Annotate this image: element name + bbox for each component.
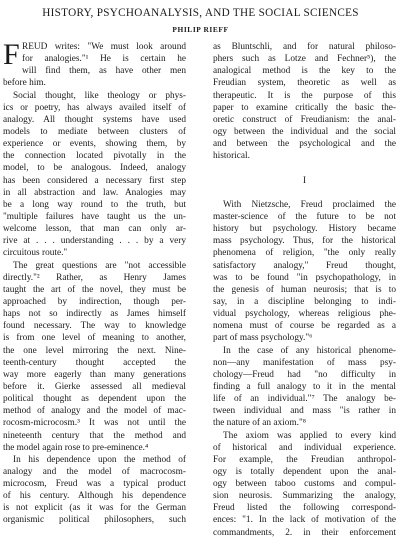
text-line: With Nietzsche, Freud proclaimed the	[223, 199, 396, 210]
section-number: I	[302, 175, 307, 186]
text-line: mass psychology. Thus, for the historical	[213, 236, 396, 247]
text-line: ogy between taboo customs and compul-	[213, 479, 396, 490]
text-line: say, in a discipline belonging to indi-	[213, 296, 396, 307]
text-line: is from one level of meaning to another,	[3, 333, 186, 344]
text-line: circuitous route."	[3, 248, 68, 259]
text-line: phenomena of religion, "the only really	[213, 248, 396, 259]
text-line: before it. Gierke assessed all medieval	[3, 381, 186, 392]
text-line: ogy is totally dependent upon the anal-	[213, 466, 396, 477]
text-line: the connection located pivotally in the	[3, 151, 186, 162]
text-line: master-science of the future to be not	[213, 211, 396, 222]
text-line: vidual psychology, whereas religious phe-	[213, 309, 396, 320]
text-line: satisfactory analogy," Freud thought,	[213, 260, 396, 271]
text-line: tween individual and mass "is rather in	[213, 406, 396, 417]
drop-cap: F	[3, 38, 20, 71]
text-line: sion neurosis. Summarizing the analogy,	[213, 491, 396, 502]
text-line: In the case of any historical phenome-	[223, 345, 396, 356]
text-line: analogy. All thought systems have used	[3, 114, 186, 125]
text-line: ences: "1. In the lack of motivation of the	[213, 515, 396, 526]
text-line: haps not so indirectly as James himself	[3, 309, 186, 320]
text-line: experience or events, showing them, by	[3, 139, 186, 150]
text-line: taught the art of the novel, they must be	[3, 284, 186, 295]
section-gap	[213, 187, 396, 199]
text-line: microcosm, Freud was a typical product	[3, 479, 186, 490]
text-line: history but psychology. History became	[213, 224, 396, 235]
text-line: before him.	[3, 78, 46, 89]
text-line: the model again rose to pre-eminence.⁴	[3, 442, 149, 453]
text-line: analogy and the model of macrocosm-	[3, 466, 186, 477]
text-line: REUD writes: "We must look around	[22, 42, 186, 52]
text-line: method of analogy and the model of mac-	[3, 406, 186, 417]
text-line: nineteenth century that the method and	[3, 430, 186, 441]
text-line: phers such as Lotze and Fechner⁵), the	[213, 54, 396, 65]
text-line: paper to examine critically the basic the-	[213, 102, 396, 113]
text-line: "multiple failures have taught us the un-	[3, 211, 186, 222]
text-line: for analogies."¹ He is certain he	[22, 54, 186, 65]
text-line: Social thought, like theology or phys-	[13, 90, 186, 101]
text-line: will find them, as have other men	[22, 66, 186, 77]
text-line: oretic construct of Freudianism: the anal-	[213, 114, 396, 125]
text-line: of historical and individual experience.	[213, 442, 396, 453]
text-line: Freud listed the following correspond-	[213, 503, 396, 514]
text-line: has been considered a necessary first step	[3, 175, 186, 186]
text-line: of his century. Although his dependence	[3, 491, 186, 502]
text-line: found necessary. The way to knowledge	[3, 321, 186, 332]
left-column	[3, 38, 186, 527]
text-line: be a long way round to the truth, but	[3, 199, 186, 210]
text-line: historical.	[213, 151, 250, 162]
text-line: and between the psychological and the	[213, 139, 396, 150]
text-line: rive at . . . understanding . . . by a very	[3, 236, 186, 247]
text-line: the genesis of human neurosis; that is to	[213, 284, 396, 295]
text-line: the one level mirroring the next. Nine-	[3, 345, 186, 356]
text-line: Freudian system, theoretic as well as	[213, 78, 396, 89]
text-line: commandments, 2. in their enforcement	[213, 527, 396, 538]
text-line: model, to be analogous. Indeed, analogy	[3, 163, 186, 174]
article-author: PHILIP RIEFF	[172, 25, 229, 34]
text-line: The great questions are "not accessible	[13, 260, 186, 271]
text-line: directly."² Rather, as Henry James	[3, 272, 186, 283]
text-line: The axiom was applied to every kind	[223, 430, 396, 441]
text-line: approached by indirection, though per-	[3, 296, 186, 307]
text-line: nomena must of course be regarded as a	[213, 321, 396, 332]
text-line: is not explicit (as it was for the German	[3, 503, 186, 514]
text-line: analogical method is the key to the	[213, 66, 396, 77]
text-line: life of an individual."⁷ The analogy be-	[213, 394, 396, 405]
article-title: HISTORY, PSYCHOANALYSIS, AND THE SOCIAL SCIENCES	[42, 7, 359, 19]
text-line: chology—Freud had "no difficulty in	[213, 369, 396, 380]
text-line: in all abstraction and law. Analogies may	[3, 187, 186, 198]
right-column	[213, 41, 396, 539]
text-line: ics or poetry, has always availed itself of	[3, 102, 186, 113]
text-line: non—any manifestation of mass psy-	[213, 357, 396, 368]
text-line: In his dependence upon the method of	[13, 454, 186, 465]
text-line: welcome lesson, that man can only ar-	[3, 224, 186, 235]
text-line: was to be found "in psychopathology, in	[213, 272, 396, 283]
text-line: finding a full analogy to it in the mental	[213, 381, 396, 392]
text-line: the nature of an axiom."⁸	[213, 418, 307, 429]
text-line: rocosm-microcosm.³ It was not until the	[3, 418, 186, 429]
text-line: models to mediate between clusters of	[3, 126, 186, 137]
text-line: as Bluntschli, and for natural philoso-	[213, 42, 396, 52]
text-line: way more eagerly than many generations	[3, 369, 186, 380]
text-line: ogy between the individual and the social	[213, 126, 396, 137]
section-gap	[213, 162, 396, 174]
text-line: part of mass psychology."⁶	[213, 333, 313, 344]
text-line: therapeutic. It is the purpose of this	[213, 90, 396, 101]
text-line: teenth-century thought accepted the	[3, 357, 186, 368]
text-line: political thought as dependent upon the	[3, 394, 186, 405]
text-line: organismic political philosophers, such	[3, 515, 186, 526]
text-line: For example, the Freudian anthropol-	[213, 454, 396, 465]
